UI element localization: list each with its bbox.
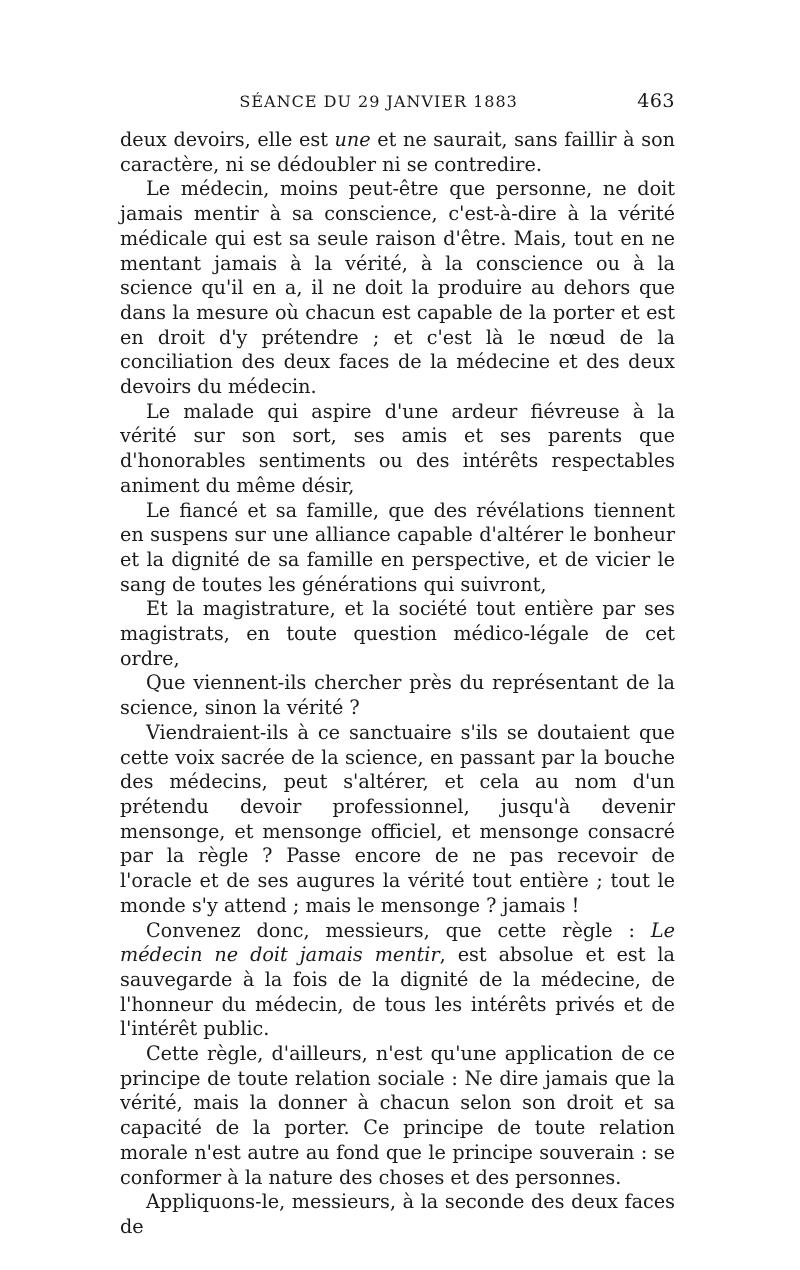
running-header xyxy=(120,90,675,120)
text-segment: Cette règle, d'ailleurs, n'est qu'une application de ce principe de toute relation sociale : Ne dire jamais que la vérité, mais la donner à chacun selon son droit et sa capacité de la porter. Ce principe de toute relation morale n'est autre au fond que le principe souverain : se conformer à la nature des choses et des personnes. xyxy=(120,1042,675,1189)
paragraph xyxy=(120,400,675,499)
paragraph xyxy=(120,1042,675,1190)
paragraph xyxy=(120,597,675,671)
text-segment: deux devoirs, elle est xyxy=(120,128,335,151)
text-segment: et ne saurait, sans faillir à son caractère, ni se dédoubler ni se contredire. xyxy=(120,128,675,176)
text-segment: Que viennent-ils chercher près du représentant de la science, sinon la vérité ? xyxy=(120,671,675,720)
paragraph xyxy=(120,919,675,1043)
text-segment: Convenez donc, messieurs, que cette règle : xyxy=(146,918,651,942)
paragraph xyxy=(120,177,675,399)
paragraph xyxy=(120,1190,675,1239)
paragraph xyxy=(120,671,675,720)
running-title: SÉANCE DU 29 JANVIER 1883 xyxy=(239,92,518,111)
paragraph xyxy=(120,721,675,919)
paragraph xyxy=(120,128,675,177)
page-number: 463 xyxy=(637,90,675,112)
italic-text: une xyxy=(334,128,371,151)
text-segment: Viendraient-ils à ce sanctuaire s'ils se doutaient que cette voix sacrée de la science, en passant par la bouche des médecins, peut s'altérer, et cela au nom d'un prétendu devoir professionnel, jusqu'à devenir mensonge, et mensonge officiel, et mensonge consacré par la règle ? Passe encore de ne pas recevoir de l'oracle et de ses augures la vérité tout entière ; tout le monde s'y attend ; mais le mensonge ? jamais ! xyxy=(120,720,675,917)
text-segment: Appliquons-le, messieurs, à la seconde des deux faces de xyxy=(120,1190,675,1238)
text-segment: Le fiancé et sa famille, que des révélations tiennent en suspens sur une alliance capable d'altérer le bonheur et la dignité de sa famille en perspective, et de vicier le sang de toutes les générations qui suivront, xyxy=(120,498,675,596)
book-page xyxy=(120,90,675,1240)
text-segment: Le médecin, moins peut-être que personne, ne doit jamais mentir à sa conscience, c'est-à-dire à la vérité médicale qui est sa seule raison d'être. Mais, tout en ne mentant jamais à la vérité, à la conscience ou à la science qu'il en a, il ne doit la produire au dehors que dans la mesure où chacun est capable de la porter et est en droit d'y prétendre ; et c'est là le nœud de la conciliation des deux faces de la médecine et des deux devoirs du médecin. xyxy=(120,177,675,399)
text-segment: , est absolue et est la sauvegarde à la fois de la dignité de la médecine, de l'honneur du médecin, de tous les intérêts privés et de l'intérêt public. xyxy=(120,943,675,1041)
text-segment: Le malade qui aspire d'une ardeur fiévreuse à la vérité sur son sort, ses amis et ses parents que d'honorables sentiments ou des intérêts respectables animent du même désir, xyxy=(120,399,675,497)
text-segment: Et la magistrature, et la société tout entière par ses magistrats, en toute question médico-légale de cet ordre, xyxy=(120,597,675,670)
paragraph xyxy=(120,499,675,598)
body-text xyxy=(120,128,675,1240)
italic-text: Le médecin ne doit jamais mentir xyxy=(120,918,675,967)
